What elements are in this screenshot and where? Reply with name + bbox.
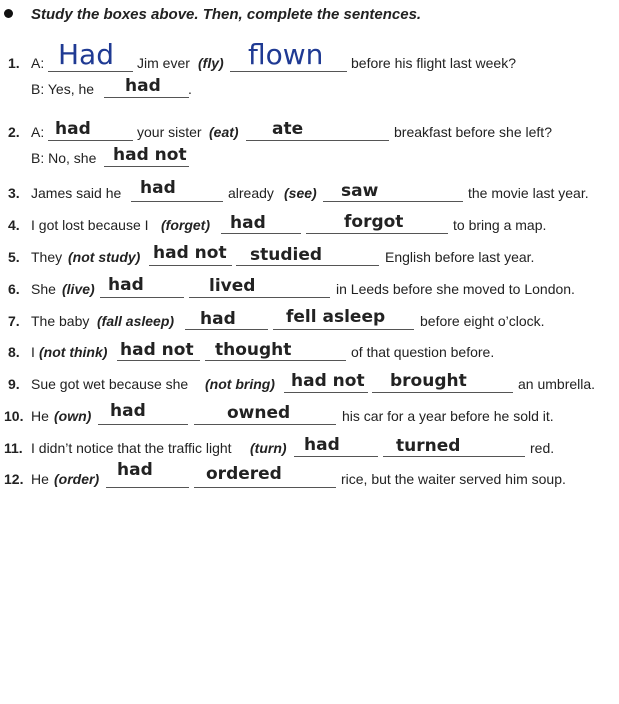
sentence-text: of that question before. (351, 344, 495, 360)
verb-cue: (eat) (209, 124, 239, 140)
answer-text: ate (272, 119, 304, 139)
answer-text: had (108, 275, 144, 295)
answer-text: had (200, 309, 236, 329)
answer-blank[interactable] (104, 97, 189, 98)
answer-text: lived (209, 276, 256, 296)
answer-blank[interactable] (246, 140, 389, 141)
answer-blank[interactable] (221, 233, 301, 234)
answer-text: had not (120, 340, 194, 360)
sentence-text: He (31, 471, 49, 487)
sentence-text: Sue got wet because she (31, 376, 189, 392)
answer-blank[interactable] (284, 392, 368, 393)
answer-text: forgot (344, 212, 404, 232)
sentence-text: James said he (31, 185, 122, 201)
verb-cue: (forget) (161, 217, 210, 233)
answer-blank[interactable] (273, 329, 414, 330)
item-number: 5. (8, 249, 20, 265)
item-number: 11. (4, 440, 23, 456)
answer-text: fell asleep (286, 307, 386, 327)
answer-blank[interactable] (185, 329, 268, 330)
answer-text: had (110, 401, 146, 421)
item-number: 1. (8, 55, 20, 71)
answer-blank[interactable] (372, 392, 513, 393)
item-number: 12. (4, 471, 24, 487)
answer-text: had not (153, 243, 227, 263)
answer-blank[interactable] (104, 166, 189, 167)
answer-text: had not (113, 145, 187, 165)
answer-blank[interactable] (48, 71, 133, 72)
item-number: 7. (8, 313, 20, 329)
verb-cue: (order) (54, 471, 100, 487)
answer-blank[interactable] (205, 360, 346, 361)
answer-text: had (230, 213, 266, 233)
sentence-text: Jim ever (137, 55, 190, 71)
answer-blank[interactable] (230, 71, 347, 72)
answer-text: flown (248, 38, 324, 71)
answer-blank[interactable] (323, 201, 463, 202)
verb-cue: (fall asleep) (97, 313, 175, 329)
item-number: 3. (8, 185, 20, 201)
sentence-text: English before last year. (385, 249, 535, 265)
answer-blank[interactable] (149, 265, 232, 266)
sentence-text: the movie last year. (468, 185, 589, 201)
item-number: 2. (8, 124, 20, 140)
sentence-text: They (31, 249, 63, 265)
answer-blank[interactable] (383, 456, 525, 457)
answer-blank[interactable] (98, 424, 188, 425)
answer-text: studied (250, 245, 323, 265)
answer-text: turned (396, 436, 461, 456)
sentence-text: in Leeds before she moved to London. (336, 281, 575, 297)
answer-text: had (55, 119, 91, 139)
answer-text: had (304, 435, 340, 455)
verb-cue: (live) (62, 281, 95, 297)
sentence-text: red. (530, 440, 555, 456)
sentence-text: your sister (137, 124, 202, 140)
instruction: Study the boxes above. Then, complete the sentences. (31, 6, 422, 23)
answer-text: thought (215, 340, 292, 360)
sentence-text: to bring a map. (453, 217, 547, 233)
sentence-text: breakfast before she left? (394, 124, 552, 140)
speaker-label: A: (31, 55, 45, 71)
item-number: 10. (4, 408, 24, 424)
answer-text: Had (58, 38, 114, 71)
answer-blank[interactable] (117, 360, 200, 361)
item-number: 4. (8, 217, 20, 233)
sentence-text: before eight o’clock. (420, 313, 545, 329)
sentence-text: already (228, 185, 274, 201)
sentence-text: rice, but the waiter served him soup. (341, 471, 566, 487)
item-number: 6. (8, 281, 20, 297)
sentence-text: He (31, 408, 49, 424)
verb-cue: (not study) (68, 249, 141, 265)
answer-blank[interactable] (306, 233, 448, 234)
verb-cue: (fly) (198, 55, 224, 71)
bullet-icon (4, 9, 13, 18)
answer-blank[interactable] (194, 487, 336, 488)
answer-blank[interactable] (194, 424, 336, 425)
verb-cue: (turn) (250, 440, 287, 456)
item-number: 9. (8, 376, 20, 392)
sentence-text: his car for a year before he sold it. (342, 408, 554, 424)
sentence-text: before his flight last week? (351, 55, 516, 71)
answer-blank[interactable] (294, 456, 378, 457)
sentence-text: She (31, 281, 56, 297)
speaker-label: B: No, she (31, 150, 97, 166)
verb-cue: (not bring) (205, 376, 275, 392)
sentence-text: I didn’t notice that the traffic light (31, 440, 232, 456)
answer-blank[interactable] (189, 297, 330, 298)
answer-text: had not (291, 371, 365, 391)
answer-text: had (140, 178, 176, 198)
sentence-text: The baby (31, 313, 90, 329)
verb-cue: (see) (284, 185, 317, 201)
verb-cue: (not think) (39, 344, 108, 360)
speaker-label: A: (31, 124, 45, 140)
item-number: 8. (8, 344, 20, 360)
sentence-text: . (188, 81, 192, 97)
answer-text: had (117, 460, 153, 480)
answer-blank[interactable] (48, 140, 133, 141)
answer-text: saw (341, 181, 379, 201)
answer-text: brought (390, 371, 467, 391)
speaker-label: B: Yes, he (31, 81, 95, 97)
answer-blank[interactable] (236, 265, 379, 266)
answer-text: ordered (206, 464, 282, 484)
sentence-text: an umbrella. (518, 376, 596, 392)
answer-blank[interactable] (100, 297, 184, 298)
answer-text: owned (227, 403, 291, 423)
answer-blank[interactable] (106, 487, 189, 488)
answer-blank[interactable] (131, 201, 223, 202)
sentence-text: I (31, 344, 35, 360)
verb-cue: (own) (54, 408, 92, 424)
answer-text: had (125, 76, 161, 96)
sentence-text: I got lost because I (31, 217, 149, 233)
